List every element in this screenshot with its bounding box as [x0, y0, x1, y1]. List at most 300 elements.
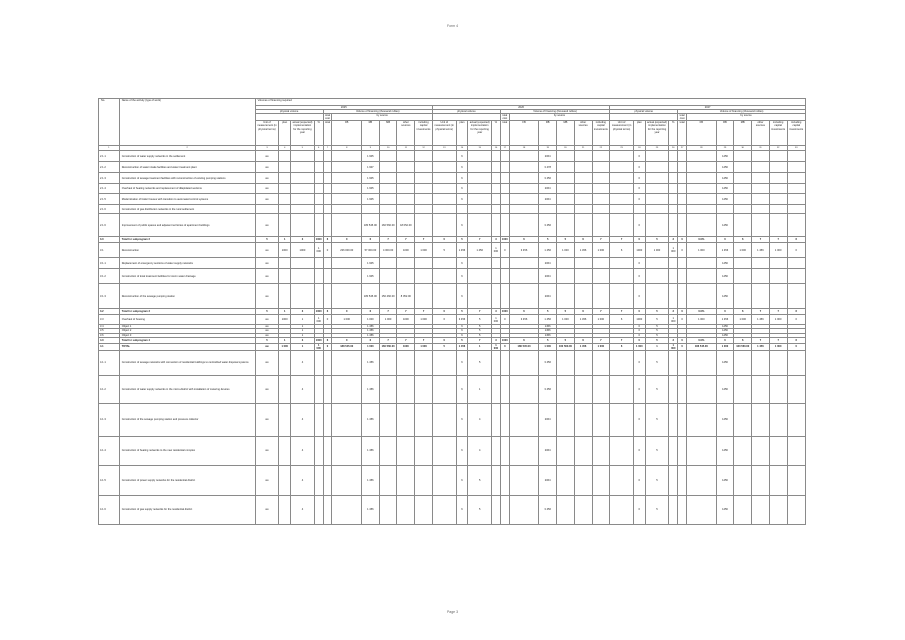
value-cell: 1	[291, 315, 315, 325]
activity-name-cell: Total for subprogram 4	[119, 337, 255, 343]
value-cell	[592, 465, 610, 495]
value-cell	[678, 258, 687, 269]
activity-name-cell: Construction of sewage networks with connection of residential buildings to centralized water disposal systems	[119, 350, 255, 375]
value-cell	[509, 436, 539, 465]
value-cell	[323, 151, 332, 162]
value-cell	[432, 436, 456, 465]
value-cell	[492, 350, 501, 375]
year-header-1: 2025	[255, 106, 432, 110]
value-cell	[592, 284, 610, 309]
value-cell: 1 000	[314, 315, 323, 325]
column-number-cell: 19	[539, 146, 557, 151]
value-cell: 1 456	[362, 350, 380, 375]
value-cell	[734, 350, 752, 375]
row-number-cell: 4.1.2	[99, 375, 120, 403]
value-cell: 7	[752, 237, 770, 243]
value-cell	[592, 350, 610, 375]
value-cell	[314, 375, 323, 403]
leaf-header-y2-c1: Unit of measurement (in physical terms)	[432, 121, 456, 146]
value-cell	[687, 269, 717, 284]
activity-name-cell: Replacement of emergency sections of water supply networks	[119, 258, 255, 269]
value-cell	[492, 214, 501, 237]
value-cell	[279, 284, 291, 309]
value-cell: 1 456	[362, 325, 380, 329]
value-cell	[610, 495, 634, 524]
value-cell: 7	[397, 309, 415, 315]
value-cell	[509, 162, 539, 173]
value-cell	[492, 258, 501, 269]
leaf-header-y1-c4: %	[314, 121, 323, 146]
leaf-header-y2-c6: FB	[509, 121, 539, 146]
leaf-header-y3-c6: FB	[687, 121, 717, 146]
value-cell: 7	[397, 237, 415, 243]
value-cell	[314, 403, 323, 436]
value-cell: 6	[574, 309, 592, 315]
value-cell	[415, 205, 433, 214]
value-cell: 0	[432, 337, 456, 343]
table-row	[99, 243, 806, 258]
value-cell	[678, 284, 687, 309]
value-cell	[678, 269, 687, 284]
value-cell	[787, 465, 805, 495]
activity-name-cell: Construction of water supply networks in the micro-district with installation of metering devices	[119, 375, 255, 403]
value-cell: 7	[415, 309, 433, 315]
value-cell	[314, 162, 323, 173]
value-cell	[255, 205, 279, 214]
value-cell: 6	[362, 309, 380, 315]
by-source-header-3: by source	[687, 114, 806, 121]
total-cost-header-2: total cost	[502, 114, 508, 121]
value-cell: 1 905	[362, 173, 380, 184]
activity-name-cell: Improvement of public spaces and adjacent territories of apartment buildings	[119, 214, 255, 237]
value-cell	[397, 375, 415, 403]
value-cell: 6	[456, 269, 468, 284]
column-number-cell: 18	[509, 146, 539, 151]
value-cell	[557, 375, 575, 403]
value-cell	[687, 375, 717, 403]
value-cell: 6	[456, 325, 468, 329]
value-cell: 5	[432, 243, 456, 258]
value-cell: км	[255, 403, 279, 436]
value-cell	[314, 184, 323, 194]
value-cell	[557, 194, 575, 205]
table-row	[99, 495, 806, 524]
value-cell	[645, 184, 669, 194]
value-cell	[769, 205, 787, 214]
value-cell: 5	[468, 333, 492, 337]
value-cell: 1456	[716, 403, 734, 436]
value-cell: 0	[678, 337, 687, 343]
value-cell: 6	[456, 173, 468, 184]
column-number-cell: 8	[332, 146, 362, 151]
value-cell	[769, 350, 787, 375]
value-cell	[500, 284, 509, 309]
value-cell	[468, 269, 492, 284]
value-cell: 0	[332, 337, 362, 343]
value-cell: 1	[279, 337, 291, 343]
value-cell	[769, 214, 787, 237]
value-cell	[557, 258, 575, 269]
value-cell: 1	[291, 329, 315, 333]
value-cell: 1 456	[362, 465, 380, 495]
row-number-header: No.	[99, 99, 120, 146]
value-cell	[574, 184, 592, 194]
value-cell	[397, 269, 415, 284]
leaf-header-y3-c4: %	[669, 121, 678, 146]
value-cell	[592, 162, 610, 173]
value-cell	[645, 214, 669, 237]
value-cell	[492, 162, 501, 173]
value-cell: 5	[645, 495, 669, 524]
value-cell	[432, 350, 456, 375]
physical-sub-header-2	[432, 114, 500, 121]
leaf-header-y3-c11: including capital investments	[787, 121, 805, 146]
leaf-header-y1-c6: FB	[332, 121, 362, 146]
value-cell: 6	[610, 243, 634, 258]
value-cell: 6	[456, 465, 468, 495]
column-number-cell: 11	[397, 146, 415, 151]
value-cell	[379, 184, 397, 194]
value-cell: 0	[633, 284, 645, 309]
value-cell	[314, 194, 323, 205]
activity-name-cell: Construction of local treatment facilities for storm water drainage	[119, 269, 255, 284]
value-cell	[687, 194, 717, 205]
value-cell	[592, 184, 610, 194]
leaf-header-y1-c9: other sources	[397, 121, 415, 146]
value-cell	[379, 258, 397, 269]
value-cell	[509, 205, 539, 214]
value-cell: 3 456	[509, 243, 539, 258]
page-footer: Page 3	[446, 610, 459, 614]
value-cell: км	[255, 284, 279, 309]
column-number-cell: 4	[279, 146, 291, 151]
value-cell	[415, 436, 433, 465]
value-cell	[492, 495, 501, 524]
table-row	[99, 284, 806, 309]
value-cell	[610, 184, 634, 194]
column-number-cell: 20	[557, 146, 575, 151]
value-cell: 1000	[291, 243, 315, 258]
value-cell: 1000	[397, 343, 415, 350]
column-number-cell: 26	[669, 146, 678, 151]
value-cell	[592, 214, 610, 237]
row-number-cell: 4.1.4	[99, 436, 120, 465]
value-cell: 0	[633, 350, 645, 375]
value-cell	[669, 205, 678, 214]
value-cell	[678, 375, 687, 403]
value-cell	[645, 284, 669, 309]
column-number-cell: 30	[734, 146, 752, 151]
value-cell: 1 000	[557, 315, 575, 325]
value-cell: 6	[734, 309, 752, 315]
value-cell	[279, 465, 291, 495]
value-cell	[323, 214, 332, 237]
financial-volume-header-2: Volume of financing (thousand rubles)	[500, 110, 609, 114]
value-cell	[752, 403, 770, 436]
row-number-cell: 2.1.4	[99, 184, 120, 194]
value-cell	[557, 151, 575, 162]
leaf-header-y3-c2: plan	[633, 121, 645, 146]
value-cell: 1000	[501, 338, 508, 342]
value-cell: 6	[362, 337, 380, 343]
value-cell	[332, 465, 362, 495]
value-cell	[468, 194, 492, 205]
value-cell	[716, 205, 734, 214]
value-cell: 2064	[539, 151, 557, 162]
value-cell	[468, 162, 492, 173]
value-cell	[291, 194, 315, 205]
row-number-cell: 4.1.6	[99, 495, 120, 524]
value-cell	[687, 184, 717, 194]
value-cell	[574, 375, 592, 403]
value-cell: 180 545.00	[362, 214, 380, 237]
value-cell	[687, 436, 717, 465]
value-cell	[314, 214, 323, 237]
value-cell	[687, 214, 717, 237]
value-cell: 0	[432, 309, 456, 315]
value-cell	[500, 205, 509, 214]
value-cell: 5	[456, 309, 468, 315]
value-cell	[314, 269, 323, 284]
value-cell	[509, 350, 539, 375]
value-cell: 6	[456, 329, 468, 333]
value-cell	[734, 214, 752, 237]
value-cell: 3 456	[539, 495, 557, 524]
row-number-cell: 4.1.3	[99, 403, 120, 436]
value-cell: 1456	[716, 495, 734, 524]
value-cell: 5	[456, 337, 468, 343]
value-cell: 0	[332, 309, 362, 315]
value-cell: 2064	[539, 284, 557, 309]
value-cell	[379, 162, 397, 173]
leaf-header-y2-c10: including capital investments	[592, 121, 610, 146]
value-cell	[610, 205, 634, 214]
row-number-cell: 3.1.2	[99, 269, 120, 284]
value-cell	[678, 205, 687, 214]
value-cell: 0	[633, 214, 645, 237]
value-cell	[379, 465, 397, 495]
activity-name-cell: Object 2	[119, 329, 255, 333]
page-header: Form 4	[446, 24, 459, 28]
value-cell	[492, 375, 501, 403]
value-cell	[379, 375, 397, 403]
value-cell	[734, 151, 752, 162]
value-cell: 1 000	[769, 343, 787, 350]
value-cell	[574, 284, 592, 309]
value-cell: 1 000	[379, 315, 397, 325]
value-cell: 5	[645, 465, 669, 495]
header-top-row	[99, 99, 806, 106]
activity-name-cell: Construction of heating networks to the new residential complex	[119, 436, 255, 465]
value-cell: 5	[468, 350, 492, 375]
leaf-header-y3-c9: other sources	[752, 121, 770, 146]
value-cell: 0	[787, 243, 805, 258]
leaf-header-y3-c7: RB	[716, 121, 734, 146]
value-cell: 1456	[539, 333, 557, 337]
table-row	[99, 465, 806, 495]
value-cell	[769, 184, 787, 194]
value-cell	[468, 258, 492, 269]
value-cell	[678, 214, 687, 237]
value-cell	[769, 375, 787, 403]
value-cell: 3 456	[456, 315, 468, 325]
value-cell	[415, 350, 433, 375]
value-cell	[610, 375, 634, 403]
row-number-cell: 2.1.5	[99, 194, 120, 205]
value-cell: 5	[645, 375, 669, 403]
value-cell: км	[255, 151, 279, 162]
row-number-cell: 2.1.3	[99, 173, 120, 184]
value-cell	[669, 284, 678, 309]
row-number-cell: 4.0	[99, 337, 120, 343]
table-row	[99, 350, 806, 375]
value-cell: 1	[468, 375, 492, 403]
table-row	[99, 184, 806, 194]
value-cell	[291, 184, 315, 194]
value-cell: 2064	[539, 269, 557, 284]
leaf-header-y1-c10: including capital investments	[415, 121, 433, 146]
value-cell: 1 000	[734, 243, 752, 258]
value-cell: 4	[291, 350, 315, 375]
value-cell	[557, 495, 575, 524]
value-cell	[332, 258, 362, 269]
activity-name-cell: Total for subprogram 2	[119, 237, 255, 243]
value-cell	[332, 194, 362, 205]
value-cell	[687, 162, 717, 173]
value-cell: 7	[379, 237, 397, 243]
value-cell: 1 000	[314, 243, 323, 258]
value-cell: 0	[633, 465, 645, 495]
value-cell: 7	[610, 337, 634, 343]
column-number-cell: 25	[645, 146, 669, 151]
column-number-cell: 29	[716, 146, 734, 151]
value-cell	[500, 436, 509, 465]
value-cell: 5	[557, 309, 575, 315]
value-cell	[509, 214, 539, 237]
value-cell	[509, 184, 539, 194]
value-cell	[787, 194, 805, 205]
column-number-cell: 22	[592, 146, 610, 151]
value-cell: 0	[633, 151, 645, 162]
value-cell	[291, 269, 315, 284]
value-cell: 0.0%	[687, 309, 717, 315]
value-cell: 1 000	[687, 243, 717, 258]
value-cell: 1 000	[362, 343, 380, 350]
activity-name-cell: Construction of gas distribution networks in the rural settlement	[119, 205, 255, 214]
value-cell: 1456	[716, 329, 734, 333]
value-cell: км	[255, 243, 279, 258]
value-cell	[734, 162, 752, 173]
value-cell	[678, 436, 687, 465]
value-cell	[332, 184, 362, 194]
column-number-cell: 15	[468, 146, 492, 151]
value-cell: 5	[645, 333, 669, 337]
value-cell: 1 000	[592, 243, 610, 258]
value-cell: км	[255, 194, 279, 205]
value-cell: 1000	[315, 238, 322, 242]
value-cell	[314, 284, 323, 309]
value-cell: 6	[456, 151, 468, 162]
value-cell: 6	[323, 337, 332, 343]
value-cell: 1456	[539, 325, 557, 329]
value-cell: км	[255, 343, 279, 350]
value-cell	[509, 465, 539, 495]
value-cell	[574, 403, 592, 436]
value-cell	[687, 495, 717, 524]
value-cell: 160 560.00	[557, 343, 575, 350]
value-cell	[592, 194, 610, 205]
value-cell: 7	[752, 337, 770, 343]
value-cell	[752, 194, 770, 205]
value-cell	[432, 205, 456, 214]
leaf-header-y2-c8: MB	[557, 121, 575, 146]
value-cell: 6	[509, 337, 539, 343]
value-cell	[432, 214, 456, 237]
value-cell: 0	[633, 309, 645, 315]
value-cell	[769, 269, 787, 284]
table-row	[99, 194, 806, 205]
value-cell: 1456	[716, 173, 734, 184]
row-number-cell: 2.1.2	[99, 162, 120, 173]
value-cell	[752, 436, 770, 465]
value-cell: 0	[716, 337, 734, 343]
value-cell: 4	[291, 465, 315, 495]
table-row	[99, 151, 806, 162]
value-cell: 6	[456, 162, 468, 173]
value-cell: 1000	[633, 315, 645, 325]
value-cell	[769, 403, 787, 436]
value-cell	[752, 375, 770, 403]
value-cell	[500, 214, 509, 237]
value-cell	[397, 194, 415, 205]
value-cell	[574, 495, 592, 524]
value-cell: 7	[610, 309, 634, 315]
value-cell: 1456	[716, 258, 734, 269]
value-cell	[557, 284, 575, 309]
column-number-cell: 6	[314, 146, 323, 151]
value-cell: 1456	[716, 333, 734, 337]
value-cell	[279, 495, 291, 524]
value-cell: км	[255, 173, 279, 184]
value-cell	[500, 184, 509, 194]
value-cell	[397, 173, 415, 184]
value-cell: 1000	[633, 243, 645, 258]
value-cell: 1 000	[539, 343, 557, 350]
value-cell	[362, 205, 380, 214]
value-cell	[279, 214, 291, 237]
value-cell	[678, 173, 687, 184]
value-cell: 5	[557, 237, 575, 243]
value-cell	[574, 151, 592, 162]
value-cell: 5	[255, 309, 279, 315]
value-cell	[610, 162, 634, 173]
value-cell	[734, 269, 752, 284]
value-cell: 1 456	[574, 243, 592, 258]
column-number-cell: 1	[99, 146, 120, 151]
value-cell: 0	[633, 403, 645, 436]
leaf-header-y2-c7: RB	[539, 121, 557, 146]
row-number-cell: 3.1.1	[99, 258, 120, 269]
value-cell: 1 905	[362, 258, 380, 269]
value-cell	[468, 214, 492, 237]
column-number-cell: 23	[610, 146, 634, 151]
value-cell	[645, 205, 669, 214]
value-cell: 6	[574, 237, 592, 243]
value-cell	[314, 465, 323, 495]
value-cell: 5	[645, 237, 669, 243]
value-cell	[557, 162, 575, 173]
value-cell: 7	[592, 237, 610, 243]
